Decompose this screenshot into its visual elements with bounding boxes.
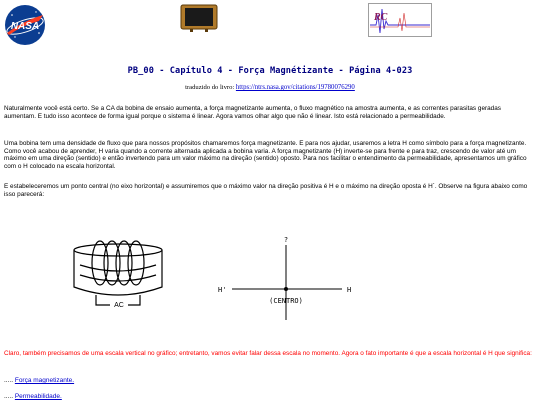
axis-top-label: ? [283, 236, 289, 244]
axis-right-label: H [347, 286, 352, 294]
axis-left-label: H' [218, 286, 227, 294]
source-prefix: traduzido do livro: [185, 84, 236, 91]
axis-center-label: (CENTRO) [269, 297, 303, 305]
chalkboard-tv-icon[interactable] [180, 4, 218, 32]
paragraph-1: Naturalmente você está certo. Se a CA da bobina de ensaio aumenta, a força magnetizante aumenta, o fluxo magnético na amostra aumenta, e as correntes parasitas geradas aumentam. E tudo isso acontece de forma igual porque o sistema é linear. Agora vamos olhar algo que não é linear. Isto está relacionado a permeabilidade. [4, 105, 501, 120]
coil-and-axis-figure [0, 225, 540, 340]
coil-ac-label: AC [114, 302, 124, 309]
source-line [0, 84, 540, 91]
h-axis [232, 245, 342, 320]
paragraph-2: Uma bobina tem uma densidade de fluxo que para nossos propósitos chamaremos força magnetizante. E para nos ajudar, usaremos a letra H como símbolo para a força magnetizante. Como você acabou de aprender, H varia quando a corrente alternada aplicada a bobina varia. A força magnetizante (H) inverte-se para frente e para traz, crescendo de valor até um máximo em uma direção (sentido) e então invertendo para um valor máximo na direção (sentido) oposto. Para nos facilitar o entendimento da permeabilidade, apresentamos um gráfico com o H colocado na escala horizontal. [4, 140, 527, 171]
page-title: PB_00 - Capítulo 4 - Força Magnétizante - Página 4-023 [127, 66, 413, 76]
coil-drawing [74, 241, 162, 305]
option-permeabilidade [4, 393, 62, 400]
option-forca-magnetizante [4, 377, 74, 384]
option-link-permeabilidade[interactable]: Permeabilidade. [14, 393, 62, 400]
option-link-forca-magnetizante[interactable]: Força magnetizante. [14, 377, 75, 384]
nasa-logo-text: NASA [10, 21, 40, 32]
nasa-logo [3, 3, 47, 47]
paragraph-3: E estabeleceremos um ponto central (no eixo horizontal) e assumiremos que o máximo valor na direção positiva é H e o máximo na direção oposta é H´. Observe na figura abaixo como isso parecerá: [4, 183, 528, 198]
rc-logo-text: RC [374, 12, 388, 23]
source-link[interactable]: https://ntrs.nasa.gov/citations/19780076290 [235, 84, 355, 91]
option-prefix: ..... [4, 393, 15, 400]
question-text: Claro, também precisamos de uma escala vertical no gráfico; entretanto, vamos evitar falar dessa escala no momento. Agora o fato importante é que a escala horizontal é H que significa: [4, 350, 532, 357]
option-prefix: ..... [4, 377, 15, 384]
axis-center-point [284, 287, 288, 291]
rc-logo[interactable] [368, 3, 432, 37]
